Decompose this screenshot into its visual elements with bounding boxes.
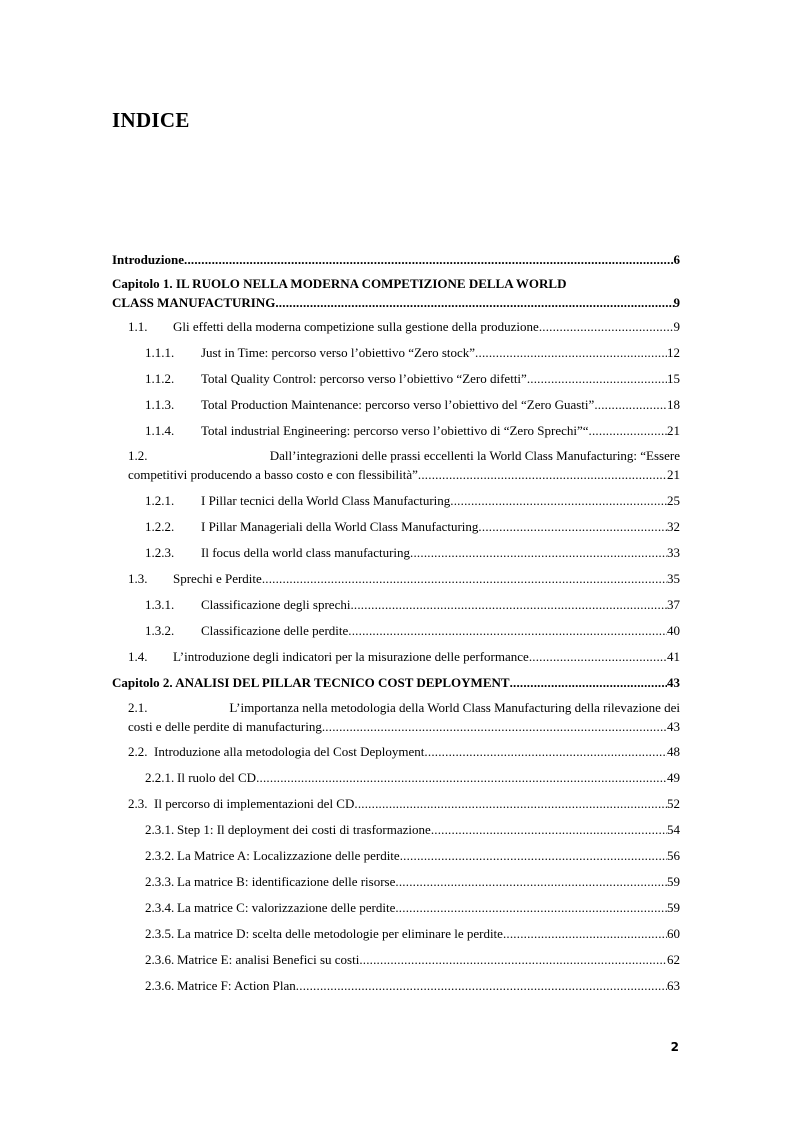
toc-dot-leader	[348, 621, 667, 640]
toc-dot-leader	[478, 517, 667, 536]
toc-entry-title: La matrice B: identificazione delle risorse	[177, 874, 396, 889]
toc-dot-leader	[395, 872, 667, 891]
toc-dot-leader	[410, 543, 667, 562]
toc-entry-title: Capitolo 2. ANALISI DEL PILLAR TECNICO COST DEPLOYMENT	[112, 675, 510, 690]
toc-dot-leader	[503, 924, 667, 943]
toc-entry-title: Matrice E: analisi Benefici su costi	[177, 952, 360, 967]
toc-entry-title: Il percorso di implementazioni del CD	[154, 796, 355, 811]
toc-dot-leader	[418, 465, 667, 484]
toc-entry-number: 2.3.5.	[145, 926, 175, 941]
toc-entry[interactable]	[145, 621, 680, 640]
toc-entry[interactable]	[145, 491, 680, 510]
toc-entry-title: I Pillar tecnici della World Class Manufacturing	[201, 493, 451, 508]
toc-entry-page: 48	[667, 744, 680, 759]
toc-entry[interactable]	[145, 595, 680, 614]
toc-entry[interactable]	[145, 768, 680, 787]
toc-entry-number: 1.2.1.	[145, 493, 175, 508]
toc-entry-title: L’introduzione degli indicatori per la misurazione delle performance	[173, 649, 529, 664]
toc-entry[interactable]	[145, 421, 680, 440]
toc-entry-page: 6	[673, 252, 680, 267]
toc-dot-leader	[594, 395, 667, 414]
toc-entry-title: Il focus della world class manufacturing	[201, 545, 411, 560]
toc-entry[interactable]	[128, 742, 680, 761]
toc-entry[interactable]	[112, 673, 680, 692]
toc-entry-page: 41	[667, 649, 680, 664]
toc-entry[interactable]	[112, 274, 680, 312]
toc-entry[interactable]	[145, 898, 680, 917]
toc-entry-number: 1.1.1.	[145, 345, 175, 360]
toc-entry-title: Classificazione delle perdite	[201, 623, 349, 638]
toc-entry-number: 2.3.6.	[145, 952, 175, 967]
toc-dot-leader	[510, 673, 667, 692]
toc-entry-title: Just in Time: percorso verso l’obiettivo “Zero stock”	[201, 345, 476, 360]
toc-entry[interactable]	[128, 647, 680, 666]
toc-entry-title: La matrice D: scelta delle metodologie per eliminare le perdite	[177, 926, 503, 941]
toc-entry-page: 40	[667, 623, 680, 638]
toc-entry-title: Introduzione alla metodologia del Cost Deployment	[154, 744, 425, 759]
toc-entry[interactable]	[145, 976, 680, 995]
toc-entry-title: Classificazione degli sprechi	[201, 597, 351, 612]
toc-entry-page: 21	[667, 423, 680, 438]
page-title: INDICE	[112, 108, 190, 133]
toc-entry-number: 2.2.	[128, 744, 148, 759]
toc-entry-title: Total Quality Control: percorso verso l’obiettivo “Zero difetti”	[201, 371, 527, 386]
toc-entry-title: Total Production Maintenance: percorso verso l’obiettivo del “Zero Guasti”	[201, 397, 595, 412]
toc-entry-number: 1.1.	[128, 319, 148, 334]
toc-entry[interactable]	[145, 820, 680, 839]
toc-entry-number: 1.3.	[128, 571, 148, 586]
toc-entry-number: 1.2.2.	[145, 519, 175, 534]
toc-entry-page: 32	[667, 519, 680, 534]
toc-entry-number: 2.3.4.	[145, 900, 175, 915]
toc-entry[interactable]	[145, 369, 680, 388]
toc-entry[interactable]	[145, 395, 680, 414]
toc-entry-page: 25	[667, 493, 680, 508]
toc-entry-page: 62	[667, 952, 680, 967]
toc-entry-number: 1.1.3.	[145, 397, 175, 412]
toc-entry[interactable]	[145, 846, 680, 865]
toc-entry-title: Total industrial Engineering: percorso verso l’obiettivo di “Zero Sprechi”“	[201, 423, 589, 438]
toc-entry-number: 2.3.1.	[145, 822, 175, 837]
toc-entry-title: Step 1: Il deployment dei costi di trasformazione	[177, 822, 431, 837]
toc-dot-leader	[527, 369, 667, 388]
toc-dot-leader	[359, 950, 667, 969]
toc-entry-title: I Pillar Manageriali della World Class Manufacturing	[201, 519, 479, 534]
toc-entry-number: 1.2.	[128, 448, 148, 463]
toc-dot-leader	[354, 794, 667, 813]
toc-dot-leader	[296, 976, 667, 995]
toc-entry-number: 2.3.3.	[145, 874, 175, 889]
toc-entry-page: 59	[667, 874, 680, 889]
toc-dot-leader	[256, 768, 667, 787]
toc-entry-number: 1.3.1.	[145, 597, 175, 612]
toc-entry[interactable]	[128, 794, 680, 813]
toc-entry[interactable]	[145, 517, 680, 536]
toc-entry-title: costi e delle perdite di manufacturing	[128, 719, 322, 734]
toc-entry[interactable]	[128, 317, 680, 336]
toc-entry-title: Il ruolo del CD	[177, 770, 257, 785]
toc-entry-title: competitivi producendo a basso costo e con flessibilità”	[128, 467, 418, 482]
toc-entry-page: 15	[667, 371, 680, 386]
toc-entry-page: 33	[667, 545, 680, 560]
toc-entry-title: L’importanza nella metodologia della World Class Manufacturing della rilevazione dei	[229, 700, 680, 715]
toc-entry-page: 37	[667, 597, 680, 612]
toc-dot-leader	[475, 343, 667, 362]
toc-entry-number: 1.1.4.	[145, 423, 175, 438]
toc-entry-title: Dall’integrazioni delle prassi eccellenti la World Class Manufacturing: “Essere	[269, 448, 680, 463]
toc-entry-page: 49	[667, 770, 680, 785]
toc-entry-title: Introduzione	[112, 252, 184, 267]
page-number: 2	[670, 1040, 679, 1054]
toc-dot-leader	[529, 647, 667, 666]
toc-dot-leader	[395, 898, 667, 917]
toc-entry[interactable]	[145, 872, 680, 891]
toc-entry[interactable]	[112, 250, 680, 269]
toc-dot-leader	[424, 742, 667, 761]
toc-entry-page: 59	[667, 900, 680, 915]
toc-entry-page: 52	[667, 796, 680, 811]
toc-entry-number: 1.2.3.	[145, 545, 175, 560]
toc-entry[interactable]	[128, 569, 680, 588]
toc-dot-leader	[322, 717, 667, 736]
toc-dot-leader	[589, 421, 667, 440]
toc-dot-leader	[400, 846, 667, 865]
toc-entry-page: 9	[673, 295, 680, 310]
toc-entry-title: Sprechi e Perdite	[173, 571, 262, 586]
toc-entry[interactable]	[128, 446, 680, 484]
toc-entry[interactable]	[145, 543, 680, 562]
toc-dot-leader	[450, 491, 667, 510]
toc-entry-title: Capitolo 1. IL RUOLO NELLA MODERNA COMPETIZIONE DELLA WORLD	[112, 276, 567, 291]
toc-entry[interactable]	[145, 343, 680, 362]
toc-entry-page: 21	[667, 467, 680, 482]
toc-entry-page: 35	[667, 571, 680, 586]
toc-entry-number: 2.1.	[128, 700, 148, 715]
toc-entry-number: 1.1.2.	[145, 371, 175, 386]
toc-entry-number: 1.3.2.	[145, 623, 175, 638]
toc-entry-title: La matrice C: valorizzazione delle perdite	[177, 900, 396, 915]
toc-dot-leader	[539, 317, 674, 336]
toc-dot-leader	[350, 595, 667, 614]
toc-dot-leader	[431, 820, 667, 839]
toc-entry-page: 63	[667, 978, 680, 993]
toc-entry-page: 43	[667, 675, 680, 690]
toc-entry-page: 12	[667, 345, 680, 360]
toc-dot-leader	[262, 569, 667, 588]
toc-entry-title: CLASS MANUFACTURING	[112, 295, 276, 310]
toc-entry-number: 2.3.	[128, 796, 148, 811]
toc-entry-page: 18	[667, 397, 680, 412]
toc-entry-page: 9	[673, 319, 680, 334]
toc-entry-page: 54	[667, 822, 680, 837]
toc-entry-page: 43	[667, 719, 680, 734]
toc-entry-title: La Matrice A: Localizzazione delle perdite	[177, 848, 400, 863]
toc-entry-number: 2.3.2.	[145, 848, 175, 863]
toc-entry-title: Matrice F: Action Plan	[177, 978, 296, 993]
toc-entry-number: 2.2.1.	[145, 770, 175, 785]
toc-entry-page: 56	[667, 848, 680, 863]
toc-entry[interactable]	[145, 924, 680, 943]
toc-entry-number: 2.3.6.	[145, 978, 175, 993]
toc-entry-number: 1.4.	[128, 649, 148, 664]
toc-dot-leader	[275, 293, 673, 312]
toc-entry[interactable]	[128, 698, 680, 736]
toc-dot-leader	[184, 250, 674, 269]
toc-entry[interactable]	[145, 950, 680, 969]
toc-entry-page: 60	[667, 926, 680, 941]
toc-entry-title: Gli effetti della moderna competizione sulla gestione della produzione	[173, 319, 539, 334]
